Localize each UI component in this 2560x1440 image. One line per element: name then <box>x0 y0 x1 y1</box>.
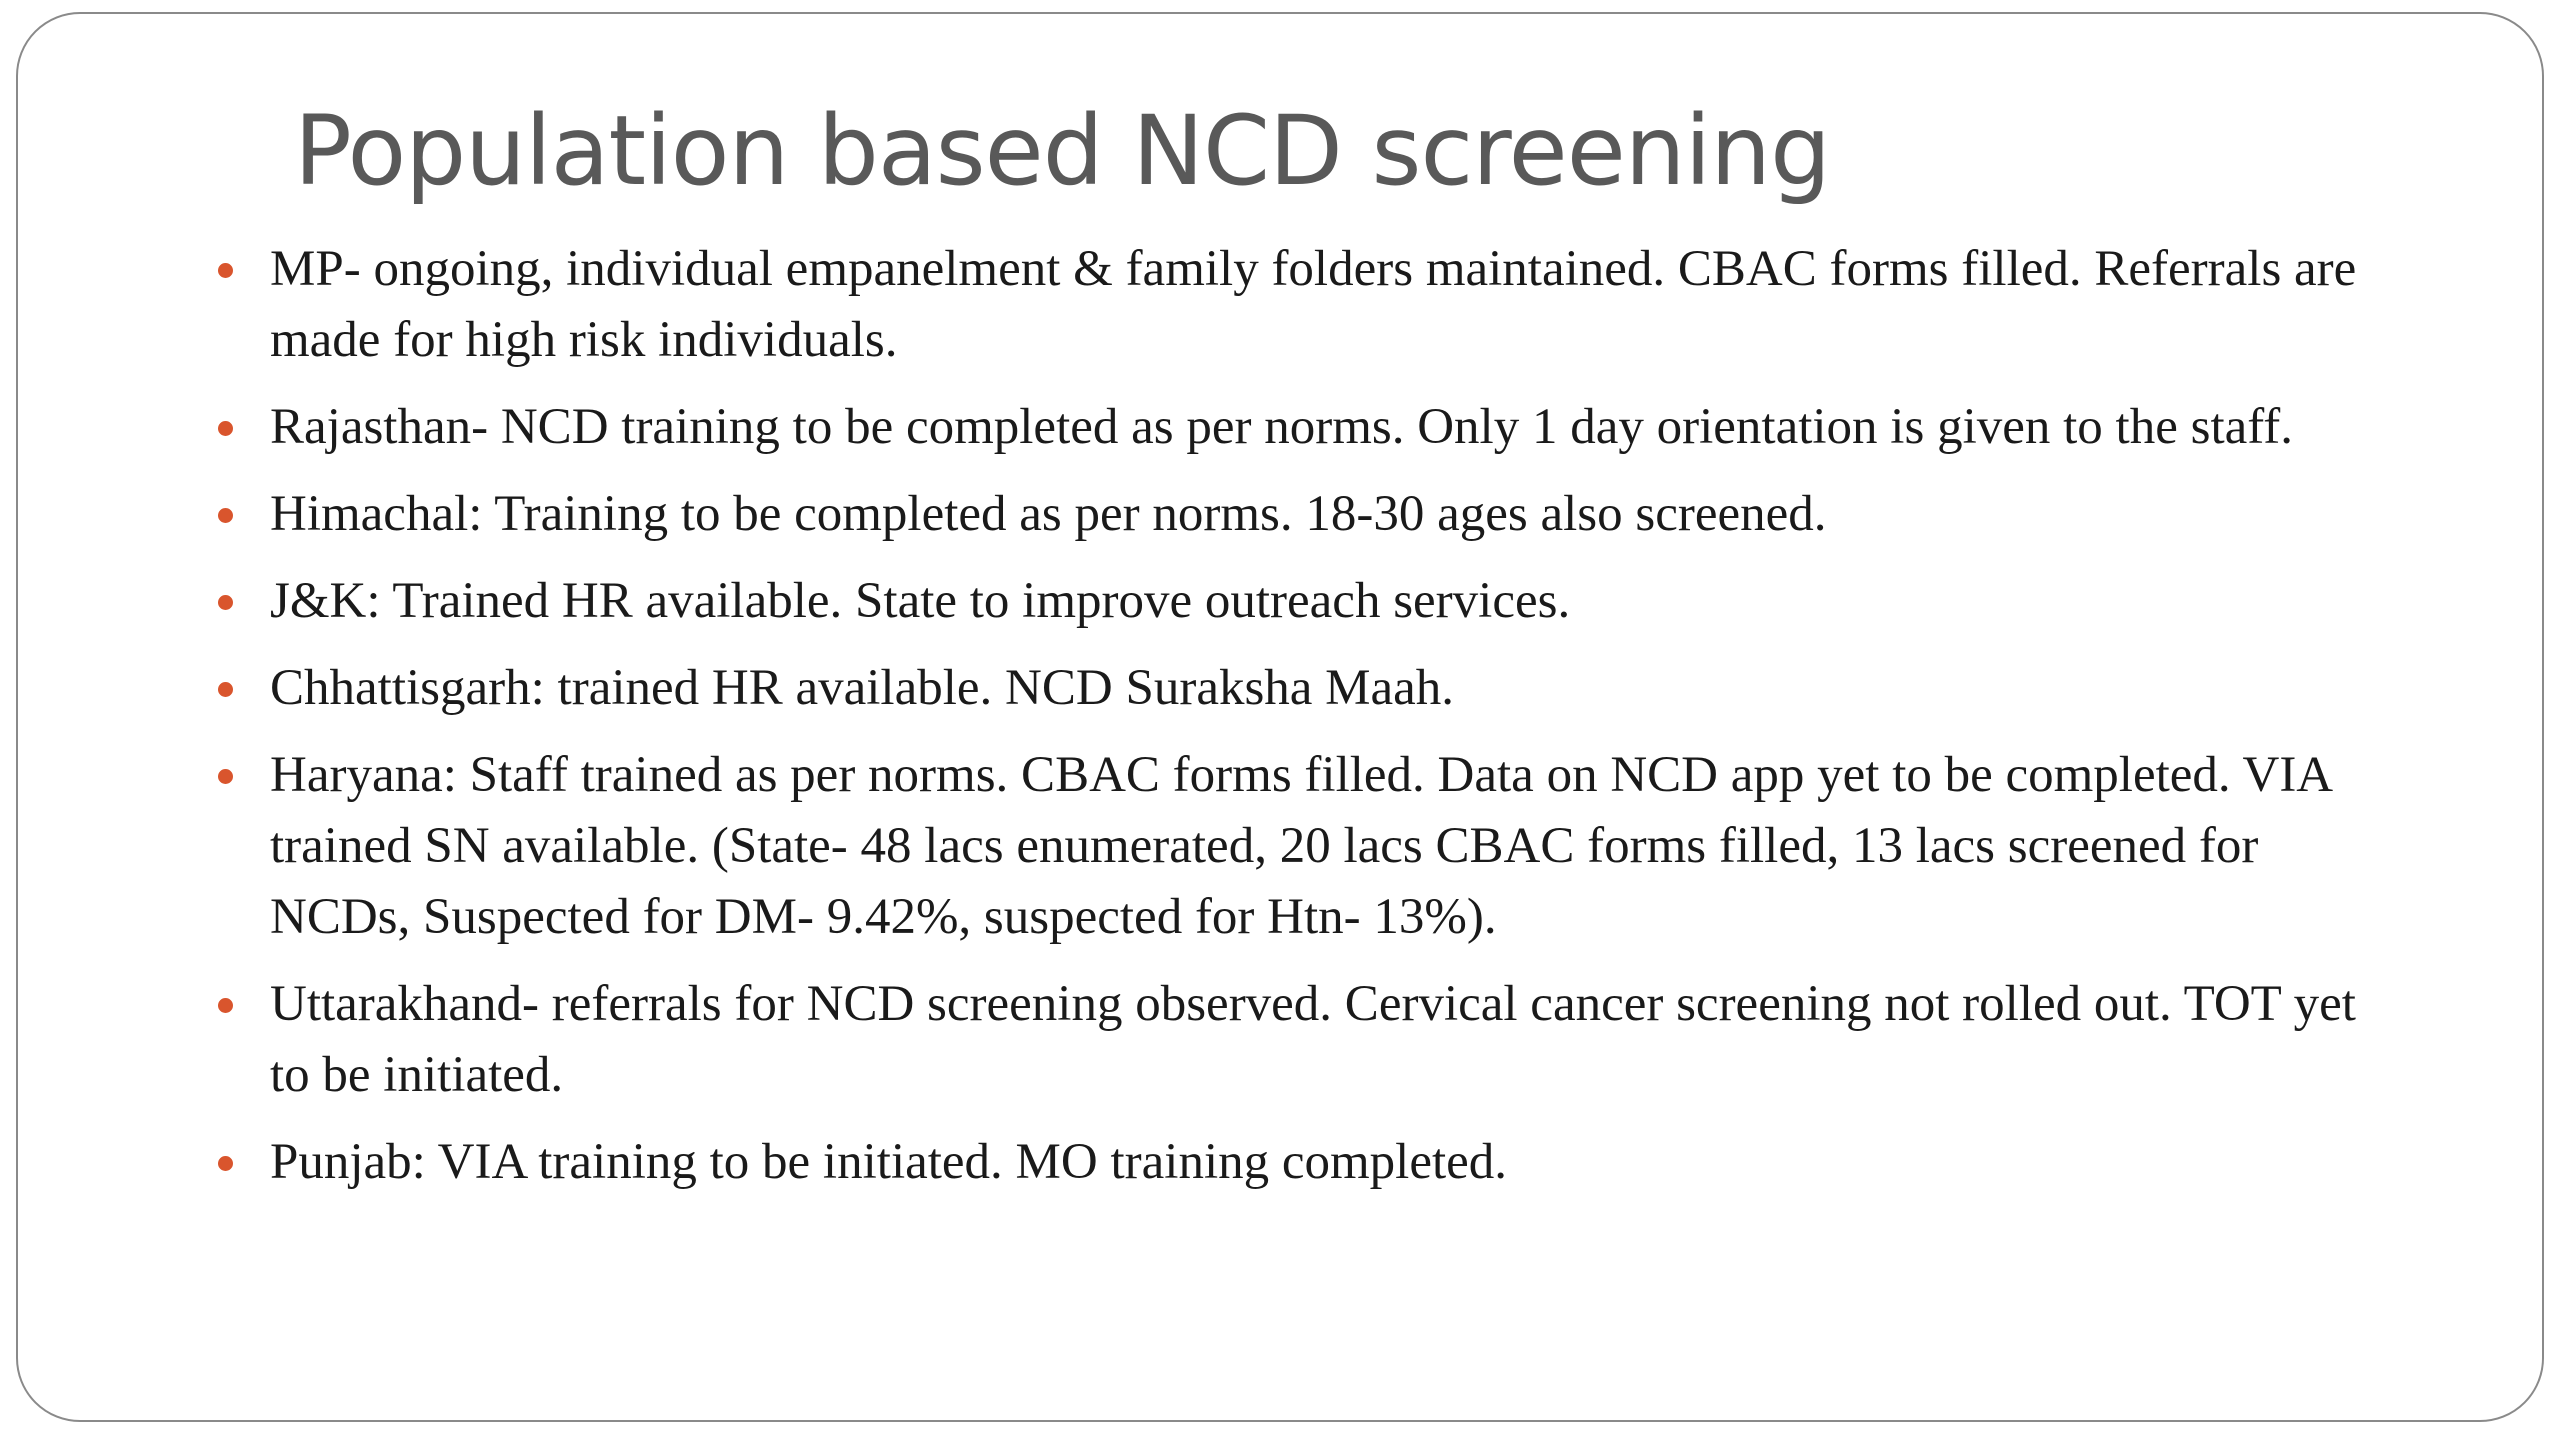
bullet-item-punjab <box>214 1127 2394 1198</box>
bullet-item-rajasthan <box>214 392 2394 463</box>
bullet-dot-icon <box>218 421 233 436</box>
bullet-dot-icon <box>218 682 233 697</box>
bullet-item-jk <box>214 566 2394 637</box>
bullet-item-himachal <box>214 479 2394 550</box>
bullet-text: Chhattisgarh: trained HR available. NCD Suraksha Maah. <box>270 660 1455 716</box>
bullet-text: Rajasthan- NCD training to be completed as per norms. Only 1 day orientation is given to the staff. <box>270 399 2294 455</box>
bullet-dot-icon <box>218 508 233 523</box>
bullet-text: Uttarakhand- referrals for NCD screening observed. Cervical cancer screening not rolled out. TOT yet to be initiated. <box>270 976 2356 1103</box>
bullet-text: J&K: Trained HR available. State to improve outreach services. <box>270 573 1571 629</box>
bullet-dot-icon <box>218 263 233 278</box>
bullet-item-uttarakhand <box>214 969 2394 1111</box>
bullet-list <box>214 234 2394 1214</box>
slide-title: Population based NCD screening <box>294 95 1831 207</box>
bullet-item-chhattisgarh <box>214 653 2394 724</box>
bullet-dot-icon <box>218 998 233 1013</box>
bullet-dot-icon <box>218 595 233 610</box>
bullet-dot-icon <box>218 1156 233 1171</box>
bullet-text: Haryana: Staff trained as per norms. CBAC forms filled. Data on NCD app yet to be completed. VIA trained SN available. (State- 48 lacs enumerated, 20 lacs CBAC forms filled, 13 lacs screened for NCDs, Suspected for DM- 9.42%, suspected for Htn- 13%). <box>270 747 2331 945</box>
bullet-item-mp <box>214 234 2394 376</box>
slide <box>16 12 2544 1422</box>
bullet-text: Punjab: VIA training to be initiated. MO training completed. <box>270 1134 1508 1190</box>
bullet-text: MP- ongoing, individual empanelment & family folders maintained. CBAC forms filled. Referrals are made for high risk individuals. <box>270 241 2357 368</box>
bullet-dot-icon <box>218 769 233 784</box>
bullet-item-haryana <box>214 740 2394 953</box>
bullet-text: Himachal: Training to be completed as per norms. 18-30 ages also screened. <box>270 486 1827 542</box>
